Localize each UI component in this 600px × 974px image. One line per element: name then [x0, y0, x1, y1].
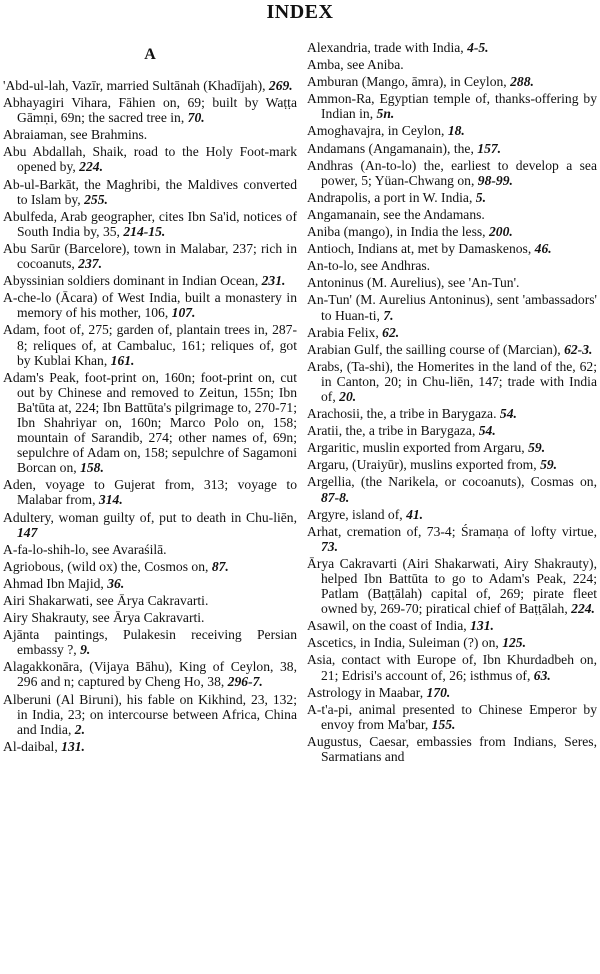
entry-text: Abraiaman, see Brahmins.: [3, 127, 148, 143]
entry-page-ref: 314.: [98, 492, 123, 508]
entry-text: Ahmad Ibn Majid,: [3, 575, 104, 591]
index-entry: [3, 576, 297, 591]
entry-page-ref: 59.: [540, 457, 558, 473]
entry-text: Airi Shakarwati, see Ārya Cakravarti.: [3, 593, 209, 608]
entry-text: Adam's Peak, foot-print on, 160n; foot-print on, cut out by Chinese and removed to Zeitun, 155n; Ibn Ba'tūta at, 224; Ibn Battūta's pilgrimage to, 270-71; Ibn Shahriyar on, 160n; Marco Polo on, 158; mountain of Sarandib, 274; other names of, 69n; sepulchre of Adam on, 158; sepulchre of Sagamoni Borcan on,: [3, 369, 297, 476]
entry-page-ref: 7.: [383, 307, 394, 323]
entry-page-ref: 87-8.: [321, 489, 350, 505]
entry-text: Alberuni (Al Biruni), his fable on Kikhind, 23, 132; in India, 23; on intercourse between Africa, China and India,: [3, 691, 297, 737]
entry-page-ref: 200.: [488, 224, 513, 240]
index-entry: [3, 78, 297, 93]
index-entry: [307, 359, 597, 404]
index-entry: [3, 510, 297, 540]
index-entry: [3, 659, 297, 689]
entry-text: Alexandria, trade with India,: [307, 40, 464, 55]
index-entry: [307, 224, 597, 239]
entry-text: Abu Abdallah, Shaik, road to the Holy Foot-mark opened by,: [3, 144, 297, 175]
index-entry: [3, 209, 297, 239]
entry-text: Arachosii, the, a tribe in Barygaza.: [307, 406, 497, 422]
index-entry: [307, 685, 597, 700]
entry-text: Abu Sarūr (Barcelore), town in Malabar, 237; rich in cocoanuts,: [3, 240, 297, 272]
entry-text: Ab-ul-Barkāt, the Maghribi, the Maldives converted to Islam by,: [3, 176, 297, 207]
index-entry: [307, 123, 597, 138]
entry-page-ref: 54.: [499, 406, 517, 422]
index-entry: [307, 652, 597, 682]
entry-text: Andamans (Angamanain), the,: [307, 140, 474, 156]
entry-text: Andhras (An-to-lo) the, earliest to develop a sea power, 5; Yüan-Chwang on,: [307, 157, 597, 188]
entry-text: An-Tun' (M. Aurelius Antoninus), sent 'ambassadors' to Huan-ti,: [307, 292, 597, 323]
entry-text: Arabia Felix,: [307, 324, 379, 340]
entry-text: Adam, foot of, 275; garden of, plantain trees in, 287-8; reliques of, at Cambaluc, 161; reliques of, got by Kublai Khan,: [3, 322, 297, 368]
entry-page-ref: 161.: [110, 352, 135, 368]
entry-page-ref: 98-99.: [477, 172, 513, 188]
index-entry: [307, 474, 597, 504]
entry-page-ref: 18.: [447, 123, 465, 139]
entry-text: A-che-lo (Ācara) of West India, built a monastery in memory of his mother, 106,: [3, 290, 297, 321]
index-entry: [307, 507, 597, 522]
entry-text: Al-daibal,: [3, 738, 58, 754]
entry-text: Agriobous, (wild ox) the, Cosmos on,: [3, 558, 209, 574]
entry-page-ref: 4-5.: [467, 40, 489, 55]
entry-page-ref: 54.: [478, 423, 496, 439]
entry-page-ref: 288.: [510, 74, 534, 90]
index-entry: [307, 556, 597, 616]
index-entry: [307, 207, 597, 222]
right-column: [307, 40, 597, 766]
entry-page-ref: 87.: [211, 558, 229, 574]
index-entry: [307, 292, 597, 322]
entry-text: Augustus, Caesar, embassies from Indians, Seres, Sarmatians and: [307, 733, 597, 765]
index-entry: [307, 702, 597, 732]
entry-page-ref: 170.: [426, 684, 451, 700]
index-entry: [307, 457, 597, 472]
page-title: INDEX: [266, 1, 334, 23]
entry-text: Asia, contact with Europe of, Ibn Khurdadbeh on, 21; Edrisi's account of, 26; isthmus of,: [307, 652, 597, 683]
entry-text: Aden, voyage to Gujerat from, 313; voyage to Malabar from,: [3, 477, 297, 508]
index-entry: [3, 144, 297, 174]
entry-text: Argaru, (Uraiyūr), muslins exported from,: [307, 457, 537, 473]
entry-text: Asawil, on the coast of India,: [307, 618, 467, 634]
entry-page-ref: 5.: [475, 189, 486, 205]
entry-page-ref: 224.: [571, 601, 595, 617]
entry-text: Aratii, the, a tribe in Barygaza,: [307, 423, 476, 439]
index-entry: [3, 322, 297, 367]
index-entry: [307, 618, 597, 633]
entry-text: Ammon-Ra, Egyptian temple of, thanks-offering by Indian in,: [307, 91, 597, 122]
entry-text: Airy Shakrauty, see Ārya Cakravarti.: [3, 610, 205, 626]
index-entry: [307, 423, 597, 438]
entry-text: Argaritic, muslin exported from Argaru,: [307, 440, 525, 456]
entry-page-ref: 155.: [431, 716, 456, 732]
entry-page-ref: 131.: [61, 738, 85, 754]
index-entry: [307, 325, 597, 340]
entry-text: Astrology in Maabar,: [307, 684, 424, 700]
right-entry-list: [307, 40, 597, 764]
index-entry: [307, 635, 597, 650]
index-entry: [307, 74, 597, 89]
entry-text: Angamanain, see the Andamans.: [307, 206, 485, 222]
index-entry: [307, 57, 597, 72]
entry-text: 'Abd-ul-lah, Vazīr, married Sultānah (Khadījah),: [3, 78, 266, 93]
entry-page-ref: 73.: [321, 538, 338, 554]
index-entry: [3, 290, 297, 320]
entry-text: Abyssinian soldiers dominant in Indian Ocean,: [3, 273, 259, 289]
entry-page-ref: 131.: [470, 618, 494, 634]
index-entry: [307, 141, 597, 156]
entry-text: Abhayagiri Vihara, Fāhien on, 69; built by Waṭṭa Gāmṇi, 69n; the sacred tree in,: [3, 95, 297, 126]
entry-text: An-to-lo, see Andhras.: [307, 258, 431, 274]
entry-page-ref: 46.: [534, 241, 552, 257]
index-entry: [3, 559, 297, 574]
entry-text: Antoninus (M. Aurelius), see 'An-Tun'.: [307, 275, 520, 291]
entry-page-ref: 9.: [80, 642, 91, 658]
index-entry: [307, 734, 597, 764]
entry-page-ref: 41.: [406, 506, 424, 522]
entry-page-ref: 158.: [80, 460, 104, 476]
index-entry: [3, 370, 297, 476]
index-entry: [3, 95, 297, 125]
index-entry: [307, 406, 597, 421]
entry-text: Alagakkonāra, (Vijaya Bāhu), King of Ceylon, 38, 296 and n; captured by Cheng Ho, 38,: [3, 659, 297, 690]
entry-page-ref: 214-15.: [123, 223, 166, 239]
entry-text: Abulfeda, Arab geographer, cites Ibn Sa'id, notices of South India by, 35,: [3, 208, 297, 239]
entry-page-ref: 231.: [261, 273, 286, 289]
entry-text: Andrapolis, a port in W. India,: [307, 189, 473, 205]
entry-text: Ārya Cakravarti (Airi Shakarwati, Airy Shakrauty), helped Ibn Battūta to go to Adam's Peak, 224; Patlam (Baṭṭālah) capital of, 269; pirate fleet owned by, 269-70; piratical chief of Baṭṭālah,: [307, 555, 597, 617]
index-entry: [3, 610, 297, 625]
entry-text: Argyre, island of,: [307, 506, 403, 522]
entry-text: Aniba (mango), in India the less,: [307, 224, 486, 240]
index-entry: [3, 177, 297, 207]
entry-text: Arhat, cremation of, 73-4; Śramaṇa of lofty virtue,: [307, 523, 597, 539]
entry-text: Arabs, (Ta-shi), the Homerites in the land of the, 62; in Canton, 20; in Chu-liēn, 147; trade with India of,: [307, 358, 597, 404]
index-entry: [3, 739, 297, 754]
entry-page-ref: 125.: [502, 635, 526, 651]
entry-text: Ascetics, in India, Suleiman (?) on,: [307, 635, 499, 651]
entry-page-ref: 107.: [171, 305, 196, 321]
entry-text: Amburan (Mango, āmra), in Ceylon,: [307, 74, 507, 90]
entry-text: Amoghavajra, in Ceylon,: [307, 123, 445, 139]
entry-page-ref: 2.: [74, 721, 85, 737]
index-entry: [307, 524, 597, 554]
left-column: [3, 40, 297, 756]
entry-page-ref: 157.: [477, 140, 502, 156]
index-entry: [307, 40, 597, 55]
entry-page-ref: 63.: [533, 667, 551, 683]
index-entry: [307, 190, 597, 205]
entry-text: Adultery, woman guilty of, put to death in Chu-liēn,: [3, 509, 297, 525]
entry-page-ref: 20.: [339, 388, 357, 404]
entry-page-ref: 70.: [187, 110, 205, 126]
index-entry: [307, 440, 597, 455]
entry-page-ref: 62-3.: [564, 341, 593, 357]
index-entry: [307, 258, 597, 273]
index-entry: [3, 692, 297, 737]
entry-text: Argellia, (the Narikela, or cocoanuts), Cosmas on,: [307, 474, 597, 490]
index-entry: [307, 91, 597, 121]
entry-page-ref: 237.: [78, 256, 102, 272]
entry-text: A-t'a-pi, animal presented to Chinese Emperor by envoy from Ma'bar,: [307, 701, 597, 732]
index-entry: [307, 158, 597, 188]
entry-page-ref: 36.: [107, 575, 125, 591]
entry-text: Amba, see Aniba.: [307, 57, 404, 73]
entry-text: Arabian Gulf, the sailling course of (Marcian),: [307, 341, 561, 357]
section-letter: A: [144, 46, 156, 63]
index-entry: [3, 542, 297, 557]
left-entry-list: [3, 78, 297, 754]
entry-text: Antioch, Indians at, met by Damaskenos,: [307, 241, 532, 257]
entry-page-ref: 224.: [79, 159, 103, 175]
entry-page-ref: 255.: [84, 191, 108, 207]
entry-page-ref: 5n.: [376, 106, 395, 122]
index-entry: [3, 627, 297, 657]
entry-page-ref: 59.: [528, 440, 546, 456]
index-entry: [3, 593, 297, 608]
entry-page-ref: 296-7.: [227, 674, 263, 690]
index-entry: [307, 275, 597, 290]
entry-page-ref: 269.: [268, 78, 293, 93]
entry-page-ref: 62.: [382, 324, 400, 340]
index-entry: [3, 241, 297, 271]
entry-page-ref: 147: [17, 524, 38, 540]
index-entry: [307, 241, 597, 256]
index-entry: [3, 477, 297, 507]
entry-text: A-fa-lo-shih-lo, see Avaraśilā.: [3, 541, 167, 557]
index-entry: [3, 127, 297, 142]
entry-text: Ajānta paintings, Pulakesin receiving Persian embassy ?,: [3, 627, 297, 658]
index-entry: [307, 342, 597, 357]
index-entry: [3, 273, 297, 288]
